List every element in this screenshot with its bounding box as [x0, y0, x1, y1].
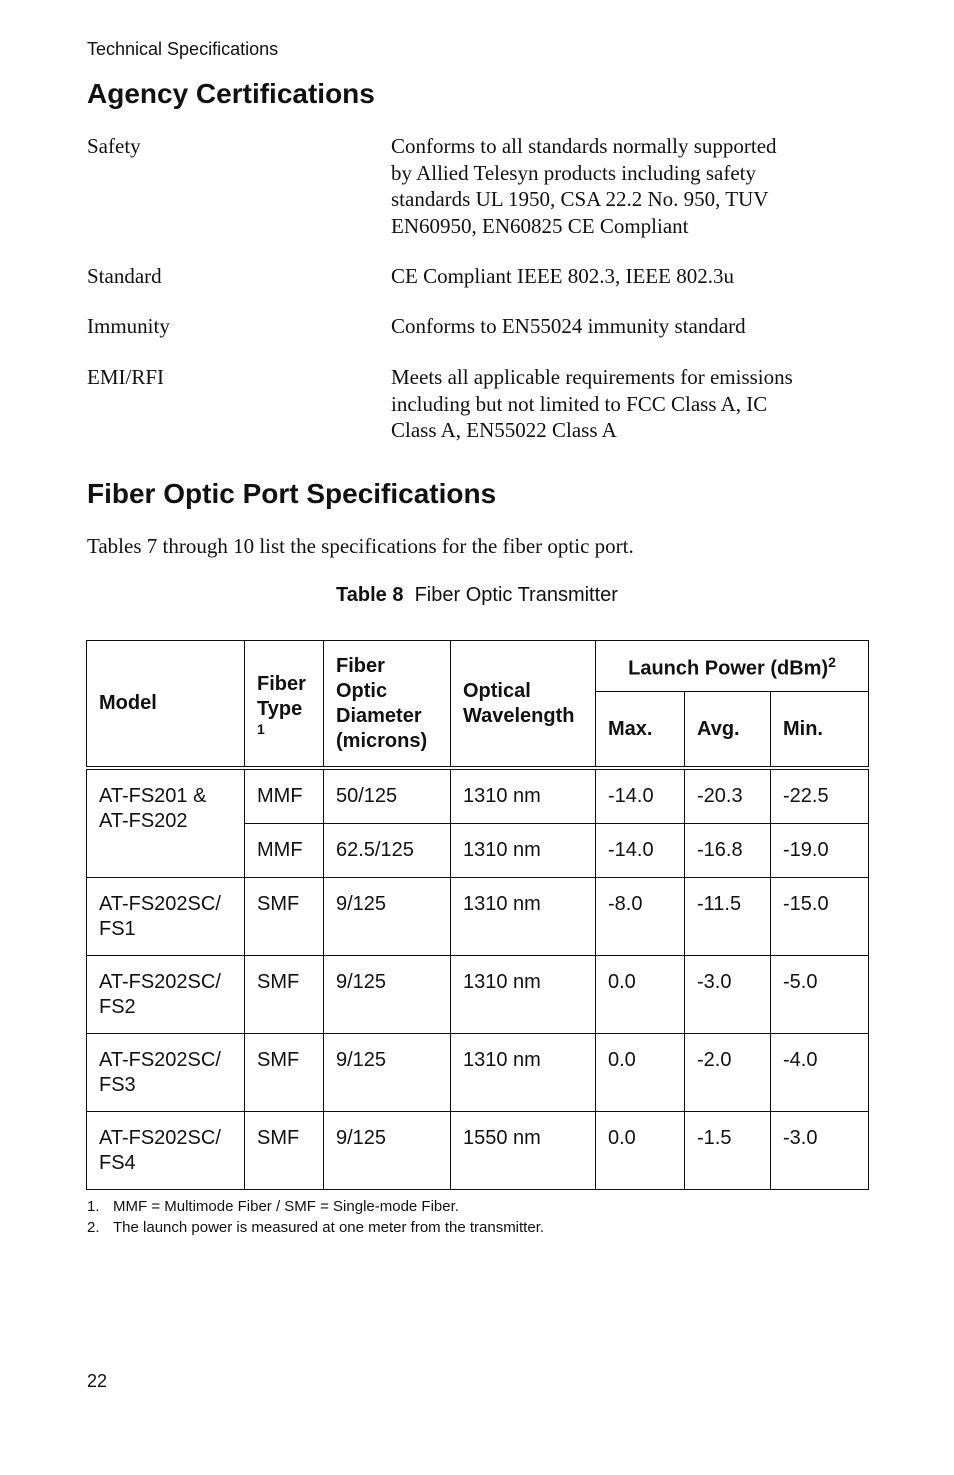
spec-label: Immunity [87, 314, 170, 338]
cell-min: -19.0 [771, 824, 869, 878]
cell-min: -15.0 [771, 878, 869, 956]
cell-fiber-type: SMF [245, 1112, 324, 1190]
cell-min: -3.0 [771, 1112, 869, 1190]
cell-diameter: 9/125 [324, 1034, 451, 1112]
cell-diameter: 9/125 [324, 956, 451, 1034]
header-avg: Avg. [685, 692, 771, 769]
header-launch-power [596, 641, 869, 692]
cell-model: AT-FS202SC/ FS1 [87, 878, 245, 956]
header-model: Model [87, 641, 245, 769]
footnote [87, 1196, 544, 1217]
cell-max: -14.0 [596, 768, 685, 824]
cell-wavelength: 1310 nm [451, 1034, 596, 1112]
table-caption-text: Fiber Optic Transmitter [414, 584, 618, 606]
header-fiber-type [245, 641, 324, 769]
spec-value-line: standards UL 1950, CSA 22.2 No. 950, TUV [391, 187, 769, 211]
cell-max: 0.0 [596, 956, 685, 1034]
cell-fiber-type: SMF [245, 878, 324, 956]
footnote-marker: 2 [828, 654, 836, 671]
fiber-transmitter-table [86, 640, 869, 1190]
cell-min: -4.0 [771, 1034, 869, 1112]
cell-max: -14.0 [596, 824, 685, 878]
footnote [87, 1217, 544, 1238]
spec-value-line: including but not limited to FCC Class A, IC [391, 391, 768, 416]
header-max: Max. [596, 692, 685, 769]
cell-diameter: 9/125 [324, 878, 451, 956]
cell-diameter: 50/125 [324, 768, 451, 824]
spec-value-line: Conforms to EN55024 immunity standard [391, 314, 746, 338]
cell-avg: -2.0 [685, 1034, 771, 1112]
cell-wavelength: 1310 nm [451, 956, 596, 1034]
page-number: 22 [87, 1371, 108, 1391]
table-row [87, 1112, 869, 1190]
cell-max: 0.0 [596, 1034, 685, 1112]
spec-label: EMI/RFI [87, 365, 165, 389]
cell-model: AT-FS202SC/ FS4 [87, 1112, 245, 1190]
cell-avg: -3.0 [685, 956, 771, 1034]
table-caption [0, 584, 954, 607]
spec-value [391, 133, 877, 239]
spec-value [391, 313, 877, 340]
cell-wavelength: 1310 nm [451, 824, 596, 878]
cell-fiber-type: SMF [245, 956, 324, 1034]
header-fiber-type-label: Fiber Type [257, 672, 306, 720]
spec-value [391, 364, 877, 444]
cell-model: AT-FS202SC/ FS3 [87, 1034, 245, 1112]
header-wavelength: Optical Wavelength [451, 641, 596, 769]
cell-min: -5.0 [771, 956, 869, 1034]
spec-label: Safety [87, 134, 141, 158]
cell-model: AT-FS201 & AT-FS202 [87, 768, 245, 878]
cell-min: -22.5 [771, 768, 869, 824]
footnote-number: 1. [87, 1198, 100, 1215]
intro-paragraph: Tables 7 through 10 list the specifications for the fiber optic port. [87, 534, 634, 558]
header-min: Min. [771, 692, 869, 769]
table-row [87, 956, 869, 1034]
spec-label: Standard [87, 264, 162, 288]
cell-wavelength: 1310 nm [451, 878, 596, 956]
spec-value [391, 263, 877, 290]
footnote-text: MMF = Multimode Fiber / SMF = Single-mode Fiber. [113, 1198, 459, 1215]
cell-avg: -20.3 [685, 768, 771, 824]
agency-certifications-title: Agency Certifications [87, 78, 375, 109]
cell-diameter: 9/125 [324, 1112, 451, 1190]
cell-wavelength: 1310 nm [451, 768, 596, 824]
cell-avg: -1.5 [685, 1112, 771, 1190]
spec-value-line: Meets all applicable requirements for emissions [391, 365, 793, 389]
footnote-text: The launch power is measured at one meter from the transmitter. [113, 1219, 545, 1236]
footnote-number: 2. [87, 1219, 100, 1236]
table-row [87, 1034, 869, 1112]
header-diameter: Fiber Optic Diameter (microns) [324, 641, 451, 769]
spec-value-line: Class A, EN55022 Class A [391, 418, 617, 442]
table-row [87, 878, 869, 956]
cell-fiber-type: MMF [245, 824, 324, 878]
fiber-optic-title: Fiber Optic Port Specifications [87, 478, 497, 509]
spec-value-line: CE Compliant IEEE 802.3, IEEE 802.3u [391, 264, 734, 288]
running-header: Technical Specifications [87, 39, 279, 59]
cell-fiber-type: MMF [245, 768, 324, 824]
cell-avg: -11.5 [685, 878, 771, 956]
spec-value-line: by Allied Telesyn products including safety [391, 160, 756, 185]
header-launch-power-label: Launch Power (dBm) [628, 657, 829, 680]
cell-max: 0.0 [596, 1112, 685, 1190]
cell-wavelength: 1550 nm [451, 1112, 596, 1190]
footnote-marker: 1 [257, 720, 265, 737]
cell-fiber-type: SMF [245, 1034, 324, 1112]
spec-value-line: EN60950, EN60825 CE Compliant [391, 213, 689, 238]
table-row [87, 768, 869, 824]
cell-diameter: 62.5/125 [324, 824, 451, 878]
table-footnotes [87, 1196, 544, 1238]
cell-max: -8.0 [596, 878, 685, 956]
spec-value-line: Conforms to all standards normally supported [391, 134, 777, 158]
table-caption-label: Table 8 [336, 584, 404, 606]
cell-avg: -16.8 [685, 824, 771, 878]
cell-model: AT-FS202SC/ FS2 [87, 956, 245, 1034]
